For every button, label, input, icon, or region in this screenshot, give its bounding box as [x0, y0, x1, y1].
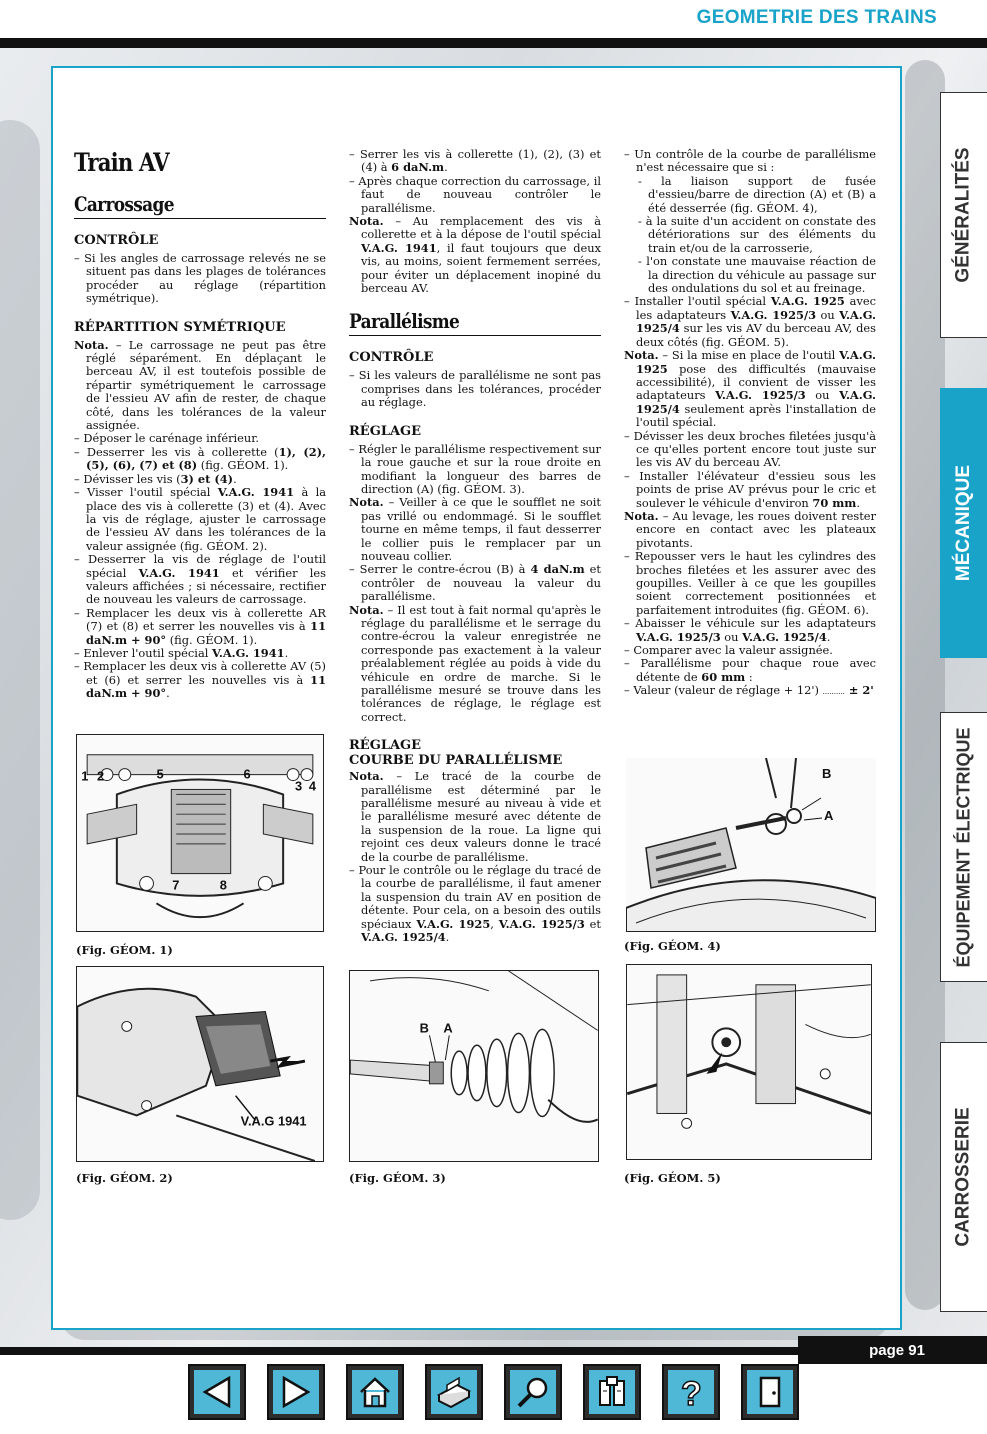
text: – Parallélisme pour chaque roue avec détente de	[624, 656, 876, 684]
fig4-label: B	[822, 766, 832, 781]
text: ou	[720, 629, 743, 644]
heading-reglage-courbe	[349, 738, 601, 768]
fig1-label: 2	[97, 768, 105, 784]
exit-icon	[752, 1375, 788, 1409]
text: – Enlever l'outil spécial	[74, 645, 213, 660]
bold-text: V.A.G. 1925	[636, 348, 876, 376]
fig1-label: 5	[156, 766, 164, 782]
bold-text: V.A.G. 1925/3	[498, 916, 585, 931]
figure-caption: (Fig. GÉOM. 5)	[624, 1171, 721, 1185]
text: .	[233, 471, 237, 486]
figure-geom-1-drawing	[77, 735, 323, 931]
text: .	[444, 160, 448, 175]
nota-paragraph	[349, 496, 601, 563]
text: – Il est tout à fait normal qu'après le réglage du parallélisme et le serrage du contre-écrou la valeur enregistrée ne corresponde pas exactement à la valeur préalablement réglée au poids à vide du véhicule en ordre de marche. Si le parallélisme mesuré se trouve dans les tolérances de réglage, le réglage est correct.	[361, 602, 601, 724]
text: – Serrer les vis à collerette (1), (2), (3) et (4) à	[349, 147, 601, 175]
text: – Desserrer la vis de réglage de l'outil spécial	[74, 552, 326, 580]
bold-text: 11 daN.m + 90°	[86, 619, 326, 647]
list-item	[74, 607, 326, 647]
text: – Le tracé de la courbe de parallélisme est déterminé par le parallélisme mesuré au niveau à vide et le parallélisme mesuré avec détente de la suspension de la roue. La ligne qui rejoint ces deux valeurs donne le tracé de la courbe de parallélisme.	[361, 769, 601, 864]
text: – Remplacer les deux vis à collerette AV (5) et (6) et serrer les nouvelles vis à	[74, 659, 326, 687]
list-item	[624, 684, 876, 699]
tab-label: ÉQUIPEMENT ÉLECTRIQUE	[953, 726, 974, 968]
figure-geom-2	[76, 966, 324, 1162]
section-title-carrossage: Carrossage	[74, 192, 174, 216]
figure-geom-4	[626, 758, 876, 932]
bold-text: V.A.G. 1941	[138, 565, 220, 580]
nota-paragraph	[349, 770, 601, 864]
section-rule	[74, 192, 326, 219]
nota-label: Nota.	[349, 602, 384, 617]
list-item: – Après chaque correction du carrossage, il faut de nouveau contrôler le parallélisme.	[349, 173, 601, 215]
index-button[interactable]	[583, 1364, 641, 1420]
bold-text: V.A.G. 1925/3	[730, 307, 817, 322]
next-button[interactable]	[267, 1364, 325, 1420]
list-item	[74, 660, 326, 700]
heading-reglage: RÉGLAGE	[349, 423, 422, 439]
tab-label: GÉNÉRALITÉS	[953, 147, 974, 283]
list-item	[74, 553, 326, 607]
page-header-title: GEOMETRIE DES TRAINS	[696, 7, 937, 28]
tab-label: CARROSSERIE	[953, 1107, 975, 1247]
list-item	[74, 486, 326, 553]
figure-caption: (Fig. GÉOM. 2)	[76, 1171, 173, 1185]
sub-item: - à la suite d'un accident on constate des détériorations sur des éléments du train et/ou de la carrosserie,	[638, 214, 876, 255]
home-button[interactable]	[346, 1364, 404, 1420]
sub-item: - l'on constate une mauvaise réaction de la direction du véhicule au passage sur des ondulations du sol et au freinage.	[638, 254, 876, 296]
bold-text: V.A.G. 1925/4	[361, 930, 446, 945]
bold-text: V.A.G. 1925/3	[636, 629, 721, 644]
text: – Veiller à ce que le soufflet ne soit pas vrillé ou endommagé. Si le soufflet tourne en même temps, il faut desserrer le collier puis le remplacer par un nouveau collier.	[361, 495, 601, 563]
figure-caption: (Fig. GÉOM. 4)	[624, 939, 721, 953]
list-item	[624, 657, 876, 684]
figure-geom-2-drawing	[77, 967, 323, 1161]
heading-controle: CONTRÔLE	[349, 350, 434, 366]
list-item	[349, 563, 601, 603]
bold-text: V.A.G. 1941	[361, 240, 437, 255]
list-item: – Repousser vers le haut les cylindres des broches filetées et les assurer avec des goupilles. Veiller à ce que les goupilles soient correctement positionnées et parfaitement introduites (fig. GÉOM. 6).	[624, 549, 876, 617]
figure-geom-1	[76, 734, 324, 932]
bold-text: V.A.G. 1925/4	[742, 629, 827, 644]
svg-text:?: ?	[681, 1375, 702, 1410]
exit-button-face	[747, 1370, 793, 1414]
nota-label: Nota.	[74, 337, 109, 352]
page-number: page 91	[798, 1336, 987, 1364]
fig1-label: 7	[172, 877, 180, 893]
bold-text: V.A.G. 1941	[212, 645, 285, 660]
list-item	[74, 473, 326, 486]
heading-line: COURBE DU PARALLÉLISME	[349, 753, 563, 769]
nota-label: Nota.	[624, 508, 659, 523]
nota-label: Nota.	[349, 769, 384, 784]
bold-text: 1), (2), (5), (6), (7) et (8)	[86, 444, 326, 473]
figure-geom-3-drawing	[350, 971, 598, 1161]
exit-button[interactable]	[741, 1364, 799, 1420]
bold-text: V.A.G. 1941	[217, 485, 295, 500]
tab-carrosserie[interactable]	[940, 1042, 987, 1312]
top-bar	[0, 38, 987, 48]
help-icon	[673, 1374, 709, 1410]
text: (fig. GÉOM. 1).	[197, 458, 289, 473]
fig4-label: A	[824, 808, 834, 823]
text: et contrôler de nouveau la valeur du parallélisme.	[361, 562, 601, 604]
help-button-face	[668, 1370, 714, 1414]
text: avec les adaptateurs	[636, 294, 876, 322]
bold-text: V.A.G. 1925/4	[636, 307, 877, 336]
nota-label: Nota.	[624, 348, 659, 363]
list-item	[349, 864, 601, 944]
text: – Installer l'élévateur d'essieu sous les points de prise AV prévus pour le cric et soulever le véhicule d'environ	[624, 468, 876, 510]
bold-text: V.A.G. 1925	[416, 916, 491, 931]
heading-line: RÉGLAGE	[349, 738, 422, 754]
background-shape	[0, 120, 40, 1220]
list-item: – Un contrôle de la courbe de parallélisme n'est nécessaire que si :	[624, 147, 876, 175]
figure-geom-3	[349, 970, 599, 1162]
figure-geom-4-drawing	[626, 758, 876, 932]
prev-button-face	[194, 1370, 240, 1414]
text: ou	[816, 307, 840, 322]
list-item	[624, 470, 876, 510]
next-icon	[278, 1375, 314, 1409]
heading-controle: CONTRÔLE	[74, 233, 159, 248]
tab-mecanique[interactable]	[940, 388, 987, 658]
text: pose des difficultés (mauvaise accessibilité), il convient de visser les adaptateurs	[636, 361, 876, 403]
next-button-face	[273, 1370, 319, 1414]
print-button-face	[431, 1370, 477, 1414]
paragraph: – Si les angles de carrossage relevés ne se situent pas dans les plages de tolérances procéder au réglage (répartition symétrique).	[74, 251, 326, 306]
list-item	[74, 446, 326, 473]
nota-label: Nota.	[349, 495, 384, 510]
text: – Au remplacement des vis à collerette et à la dépose de l'outil spécial	[361, 214, 601, 242]
list-item: – Comparer avec la valeur assignée.	[624, 643, 833, 658]
tab-label: MÉCANIQUE	[953, 464, 974, 582]
nota-paragraph	[349, 604, 601, 725]
background-shape	[905, 60, 945, 1310]
tab-generalites[interactable]	[940, 92, 987, 338]
search-button[interactable]	[504, 1364, 562, 1420]
text: – Dévisser les vis (	[74, 471, 181, 486]
text: – Si la mise en place de l'outil	[658, 348, 840, 363]
nota-paragraph	[624, 510, 876, 550]
text: – Installer l'outil spécial	[624, 294, 771, 309]
fig1-label: 1	[81, 768, 89, 784]
section-rule	[349, 309, 601, 336]
bold-text: 3) et (4)	[180, 471, 234, 486]
bold-text: V.A.G. 1925/4	[636, 388, 877, 416]
list-item	[624, 617, 876, 644]
leader-dots: ..........	[822, 688, 845, 697]
text: – Valeur (valeur de réglage + 12')	[624, 683, 823, 698]
fig1-label: 8	[219, 877, 227, 893]
paragraph: – Si les valeurs de parallélisme ne sont pas comprises dans les tolérances, procéder au réglage.	[349, 368, 601, 410]
index-button-face	[589, 1370, 635, 1414]
bold-text: 4 daN.m	[530, 562, 585, 577]
list-item: – Régler le parallélisme respectivement sur la roue gauche et sur la roue droite en modifiant la longueur des barres de direction (A) (fig. GÉOM. 3).	[349, 441, 601, 496]
bold-text: V.A.G. 1925	[770, 294, 845, 309]
column-1	[74, 148, 326, 701]
text: , il faut toujours que deux vis, au moins, soient fermement serrées, pour éviter un déplacement inopiné du berceau AV.	[361, 240, 601, 296]
fig1-label: 4	[308, 778, 317, 794]
list-item: – Dévisser les deux broches filetées jusqu'à ce qu'elles portent encore tout juste sur les vis AV du berceau AV.	[624, 428, 876, 470]
text: – Au levage, les roues doivent rester encore en contact avec les plateaux pivotants.	[636, 508, 876, 550]
list-item: – Déposer le carénage inférieur.	[74, 431, 260, 446]
text: .	[166, 686, 170, 701]
text: (fig. GÉOM. 1).	[166, 632, 258, 647]
figure-geom-5	[626, 964, 872, 1160]
bold-text: 11 daN.m + 90°	[86, 672, 326, 701]
text: :	[745, 669, 753, 684]
text: – Desserrer les vis à collerette (	[74, 444, 279, 459]
list-item	[624, 295, 876, 349]
search-button-face	[510, 1370, 556, 1414]
list-item	[74, 647, 326, 660]
tab-equipement-electrique[interactable]	[940, 712, 987, 982]
figure-caption: (Fig. GÉOM. 3)	[349, 1171, 446, 1185]
text: ou	[805, 388, 840, 403]
previous-icon	[199, 1375, 235, 1409]
prev-button[interactable]	[188, 1364, 246, 1420]
nota-paragraph	[624, 349, 876, 429]
fig1-label: 6	[243, 766, 251, 782]
search-icon	[515, 1375, 551, 1409]
bold-text: 6 daN.m	[391, 160, 445, 175]
nota-paragraph	[349, 215, 601, 295]
index-icon	[594, 1375, 630, 1409]
section-title-parallelisme: Parallélisme	[349, 309, 460, 334]
text: – Visser l'outil spécial	[74, 485, 218, 500]
text: .	[284, 645, 289, 660]
home-icon	[357, 1375, 393, 1409]
text: – Abaisser le véhicule sur les adaptateurs	[624, 616, 876, 631]
fig1-label: 3	[295, 778, 303, 794]
column-3	[624, 148, 876, 700]
text: .	[856, 495, 860, 510]
text: et	[584, 916, 601, 931]
text: – Serrer le contre-écrou (B) à	[349, 562, 531, 577]
text: – Pour le contrôle ou le réglage du tracé de la courbe de parallélisme, il faut amener la suspension du train AV en position de détente. Pour cela, on a besoin des outils spéciaux	[349, 863, 601, 931]
print-button[interactable]	[425, 1364, 483, 1420]
list-item	[349, 148, 601, 175]
print-icon	[435, 1375, 473, 1409]
text: et vérifier les valeurs affichées ; si nécessaire, rectifier de nouveau les valeurs de carrossage.	[86, 565, 326, 607]
text: sur les vis AV du berceau AV, des deux côtés (fig. GÉOM. 5).	[636, 321, 876, 349]
help-button[interactable]	[662, 1364, 720, 1420]
bold-text: V.A.G. 1925/3	[715, 388, 806, 403]
nota-label: Nota.	[349, 214, 384, 229]
nota-paragraph	[74, 339, 326, 433]
text: seulement après l'installation de l'outil spécial.	[636, 401, 876, 430]
fig3-label: A	[443, 1020, 453, 1036]
fig3-label: B	[419, 1020, 429, 1036]
column-2	[349, 148, 601, 945]
nota-text: – Le carrossage ne peut pas être réglé séparément. En déplaçant le berceau AV, il est toutefois possible de répartir symétriquement le carrossage de l'essieu AV afin de rester, de chaque côté, dans les tolérances de la valeur assignée.	[86, 337, 326, 433]
bold-text: 70 mm	[812, 495, 857, 510]
sub-item: - la liaison support de fusée d'essieu/barre de direction (A) et (B) a été desserrée (fig. GÉOM. 4),	[638, 173, 876, 215]
text: ,	[490, 916, 499, 931]
fig2-label: V.A.G 1941	[240, 1113, 307, 1129]
bold-text: ± 2'	[844, 683, 874, 698]
text: à la place des vis à collerette (3) et (4). Avec la vis de réglage, ajuster le carrossage de l'essieu AV dans les tolérances de la valeur assignée (fig. GÉOM. 2).	[86, 485, 327, 553]
bold-text: 60 mm	[701, 669, 746, 684]
text: .	[826, 629, 831, 644]
figure-geom-5-drawing	[627, 965, 871, 1159]
heading-repartition: RÉPARTITION SYMÉTRIQUE	[74, 319, 286, 335]
text: – Remplacer les deux vis à collerette AR (7) et (8) et serrer les nouvelles vis à	[74, 605, 326, 634]
text: .	[445, 930, 450, 945]
page-title: Train AV	[74, 148, 169, 177]
figure-caption: (Fig. GÉOM. 1)	[76, 943, 173, 957]
home-button-face	[352, 1370, 398, 1414]
